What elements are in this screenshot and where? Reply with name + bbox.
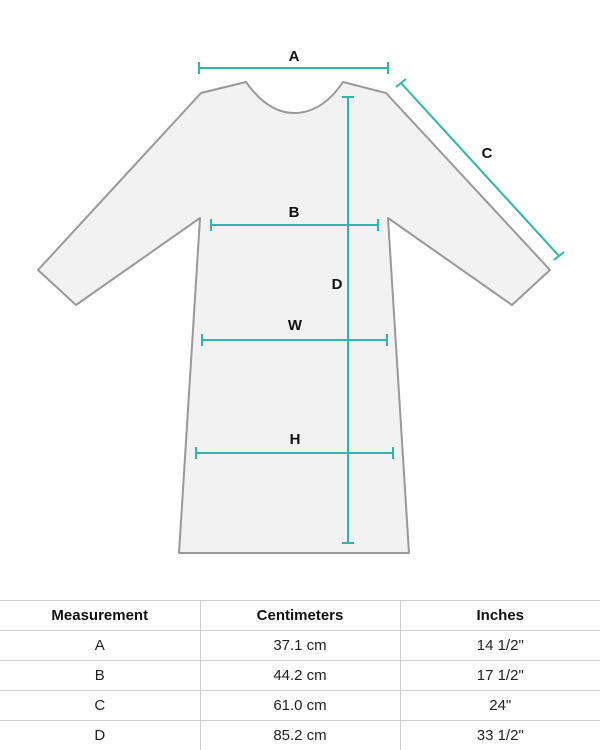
label-d: D (331, 276, 343, 293)
cell-measurement: C (0, 691, 200, 721)
cell-centimeters: 85.2 cm (200, 721, 400, 750)
table-row (0, 721, 600, 750)
header-measurement: Measurement (0, 601, 200, 631)
label-b: B (288, 204, 300, 221)
cell-measurement: D (0, 721, 200, 750)
label-h: H (289, 431, 301, 448)
table-header-row (0, 601, 600, 631)
cell-measurement: A (0, 631, 200, 661)
label-c: C (481, 145, 493, 162)
label-a: A (288, 48, 300, 65)
cell-inches: 14 1/2" (400, 631, 600, 661)
cell-centimeters: 61.0 cm (200, 691, 400, 721)
table-row (0, 661, 600, 691)
label-w: W (287, 317, 303, 334)
cell-inches: 33 1/2" (400, 721, 600, 750)
header-centimeters: Centimeters (200, 601, 400, 631)
table-row (0, 691, 600, 721)
header-inches: Inches (400, 601, 600, 631)
cell-centimeters: 37.1 cm (200, 631, 400, 661)
cell-measurement: B (0, 661, 200, 691)
cell-centimeters: 44.2 cm (200, 661, 400, 691)
measurement-table (0, 600, 600, 750)
cell-inches: 24" (400, 691, 600, 721)
cell-inches: 17 1/2" (400, 661, 600, 691)
table-row (0, 631, 600, 661)
